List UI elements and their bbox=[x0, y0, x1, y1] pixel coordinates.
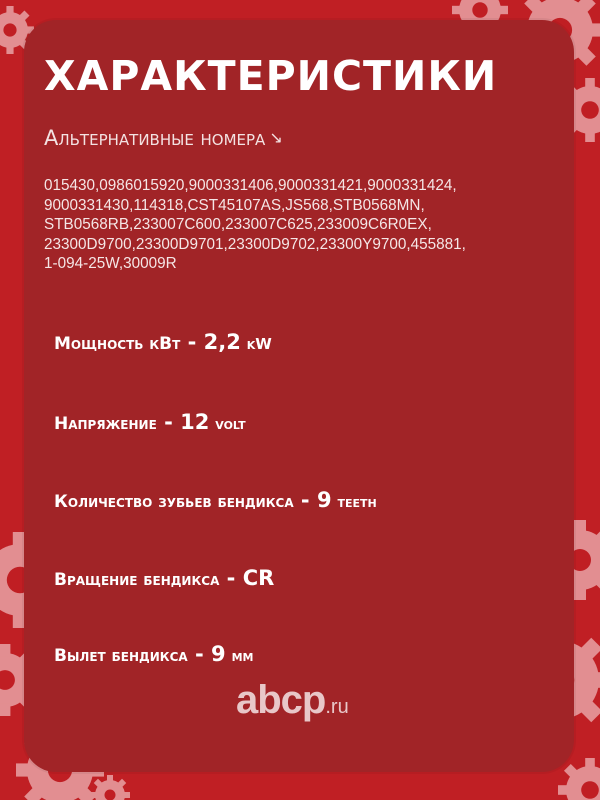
spec-separator: - bbox=[156, 410, 181, 434]
page-title: ХАРАКТЕРИСТИКИ bbox=[44, 52, 498, 100]
gear-icon bbox=[90, 775, 130, 800]
spec-separator: - bbox=[293, 488, 317, 512]
spec-voltage bbox=[54, 410, 246, 434]
alt-numbers-line: STB0568RB,233007C600,233007C625,233009C6R0EX, bbox=[44, 216, 432, 233]
alt-numbers-line: 015430,0986015920,9000331406,9000331421,9000331424, bbox=[44, 177, 457, 194]
spec-label: Вращение бендикса bbox=[54, 570, 220, 590]
abcp-logo bbox=[236, 678, 349, 722]
alt-numbers-line: 1-094-25W,30009R bbox=[44, 255, 177, 272]
spec-separator: - bbox=[219, 566, 243, 590]
spec-label: Вылет бендикса bbox=[54, 646, 188, 666]
alt-numbers-heading bbox=[44, 126, 283, 150]
alt-numbers-heading-text: Альтернативные номера bbox=[44, 126, 266, 150]
alt-numbers-line: 23300D9700,23300D9701,23300D9702,23300Y9700,455881, bbox=[44, 235, 466, 253]
spec-unit: мм bbox=[231, 647, 254, 665]
spec-value: 12 bbox=[180, 410, 210, 434]
spec-teeth bbox=[54, 488, 377, 512]
spec-value: 9 bbox=[211, 642, 226, 666]
spec-unit: teeth bbox=[337, 493, 377, 511]
spec-value: 2,2 bbox=[203, 330, 241, 354]
spec-value: 9 bbox=[316, 488, 332, 512]
spec-unit: volt bbox=[215, 415, 246, 433]
spec-value: CR bbox=[242, 566, 275, 590]
spec-unit: kW bbox=[246, 335, 272, 353]
spec-label: Мощность кВт bbox=[54, 334, 181, 354]
gear-icon bbox=[558, 758, 600, 800]
spec-separator: - bbox=[180, 330, 204, 354]
spec-separator: - bbox=[187, 642, 212, 666]
spec-reach bbox=[54, 642, 253, 666]
spec-rotation bbox=[54, 566, 274, 590]
alt-numbers-list bbox=[44, 176, 556, 274]
spec-label: Напряжение bbox=[54, 414, 157, 434]
spec-power bbox=[54, 330, 272, 354]
logo-tld-text: .ru bbox=[325, 696, 349, 718]
spec-label: Количество зубьев бендикса bbox=[54, 492, 294, 512]
arrow-down-right-icon: ↘ bbox=[269, 128, 283, 147]
alt-numbers-line: 9000331430,114318,CST45107AS,JS568,STB0568MN, bbox=[44, 196, 425, 214]
logo-main-text: abcp bbox=[236, 678, 326, 722]
